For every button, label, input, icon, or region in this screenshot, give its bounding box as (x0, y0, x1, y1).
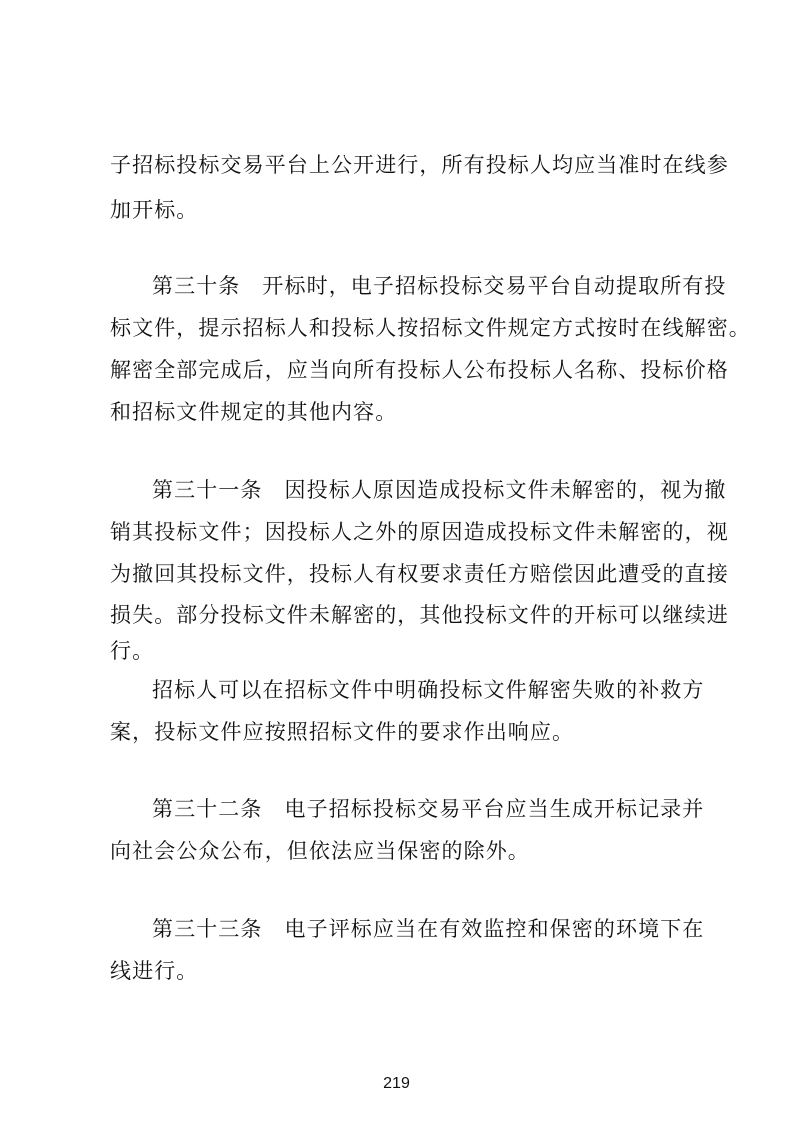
body-line: 案，投标文件应按照招标文件的要求作出响应。 (110, 720, 575, 744)
body-line-indented: 招标人可以在招标文件中明确投标文件解密失败的补救方 (152, 678, 705, 702)
article-30-first-line (0, 272, 793, 300)
article-text: 开标时，电子招标投标交易平台自动提取所有投 (262, 274, 727, 298)
article-heading: 第三十条 (152, 274, 241, 298)
article-32-first-line (0, 795, 793, 823)
body-line: 行。 (110, 639, 155, 663)
body-line: 销其投标文件；因投标人之外的原因造成投标文件未解密的，视 (110, 520, 729, 544)
article-31-first-line (0, 476, 793, 504)
body-line: 损失。部分投标文件未解密的，其他投标文件的开标可以继续进 (110, 603, 729, 627)
body-line: 和招标文件规定的其他内容。 (110, 400, 398, 424)
article-text: 因投标人原因造成投标文件未解密的，视为撤 (284, 478, 727, 502)
article-heading: 第三十三条 (152, 917, 263, 941)
body-line: 线进行。 (110, 959, 199, 983)
article-heading: 第三十一条 (152, 478, 263, 502)
body-line: 加开标。 (110, 198, 199, 222)
body-line: 标文件，提示招标人和投标人按招标文件规定方式按时在线解密。 (110, 316, 751, 340)
article-text: 电子招标投标交易平台应当生成开标记录并 (284, 797, 705, 821)
body-line: 子招标投标交易平台上公开进行，所有投标人均应当准时在线参 (110, 153, 729, 177)
body-line: 向社会公众公布，但依法应当保密的除外。 (110, 839, 530, 863)
body-line: 为撤回其投标文件，投标人有权要求责任方赔偿因此遭受的直接 (110, 562, 729, 586)
article-33-first-line (0, 915, 793, 943)
page-number: 219 (383, 1075, 410, 1092)
article-text: 电子评标应当在有效监控和保密的环境下在 (284, 917, 705, 941)
body-line: 解密全部完成后，应当向所有投标人公布投标人名称、投标价格 (110, 358, 729, 382)
article-heading: 第三十二条 (152, 797, 263, 821)
